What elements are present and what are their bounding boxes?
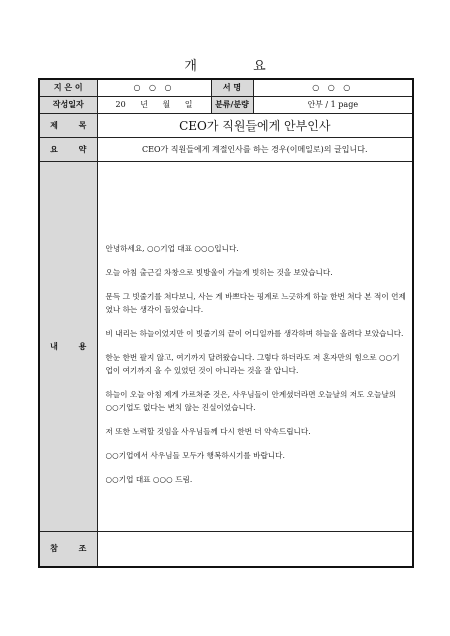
date-value: 20 년 월 일	[97, 96, 211, 113]
summary-row	[39, 137, 413, 161]
content-paragraph: 하늘이 오늘 아침 제게 가르쳐준 것은, 사우님들이 안계셨더라면 오늘날의 저도 오늘날의 ○○기업도 없다는 변치 않는 진실이었습니다.	[105, 389, 397, 412]
overview-table	[38, 78, 414, 568]
signature-value: ○ ○ ○	[253, 79, 413, 96]
content-paragraph: 안녕하세요, ○○기업 대표 ○○○입니다.	[105, 243, 239, 253]
content-body	[97, 161, 413, 531]
reference-value	[97, 531, 413, 567]
subject-label: 제 목	[39, 113, 97, 137]
date-label: 작성일자	[39, 96, 97, 113]
date-row	[39, 96, 413, 113]
content-paragraph: 오늘 아침 출근길 차창으로 빗방울이 가늘게 빗히는 것을 보았습니다.	[105, 267, 333, 277]
summary-label: 요 약	[39, 137, 97, 161]
reference-label: 참 조	[39, 531, 97, 567]
content-paragraph: ○○기업에서 사우님들 모두가 행복하시기를 바랍니다.	[105, 450, 285, 460]
content-paragraph: 저 또한 노력할 것임을 사우님들께 다시 한번 더 약속드립니다.	[105, 426, 311, 436]
content-paragraph: 한눈 한번 팔지 않고, 여기까지 달려왔습니다. 그렇다 하더라도 저 혼자만의 힘으로 ○○기업이 여기까지 올 수 있었던 것이 아니라는 것을 잘 압니다.	[105, 352, 400, 375]
author-row	[39, 79, 413, 96]
reference-row	[39, 531, 413, 567]
page-title: 개 요	[184, 59, 292, 74]
author-value: ○ ○ ○	[97, 79, 211, 96]
category-value: 안부 / 1 page	[253, 96, 413, 113]
content-label: 내 용	[39, 161, 97, 531]
content-paragraph: 비 내리는 하늘이었지만 이 빗줄기의 끝이 어디일까를 생각하며 하늘을 올려다 보았습니다.	[105, 328, 404, 338]
summary-value: CEO가 직원들에게 계절인사를 하는 경우(이메일로)의 글입니다.	[97, 137, 413, 161]
content-row	[39, 161, 413, 531]
author-label: 지 은 이	[39, 79, 97, 96]
content-paragraph: 문득 그 빗줄기를 쳐다보니, 사는 게 바쁘다는 핑계로 느긋하게 하늘 한번 쳐다 본 적이 언제였나 하는 생각이 들었습니다.	[105, 291, 406, 314]
subject-value: CEO가 직원들에게 안부인사	[97, 113, 413, 137]
content-paragraph: ○○기업 대표 ○○○ 드림.	[105, 474, 193, 484]
subject-row	[39, 113, 413, 137]
signature-label: 서 명	[211, 79, 253, 96]
category-label: 분류/분량	[211, 96, 253, 113]
